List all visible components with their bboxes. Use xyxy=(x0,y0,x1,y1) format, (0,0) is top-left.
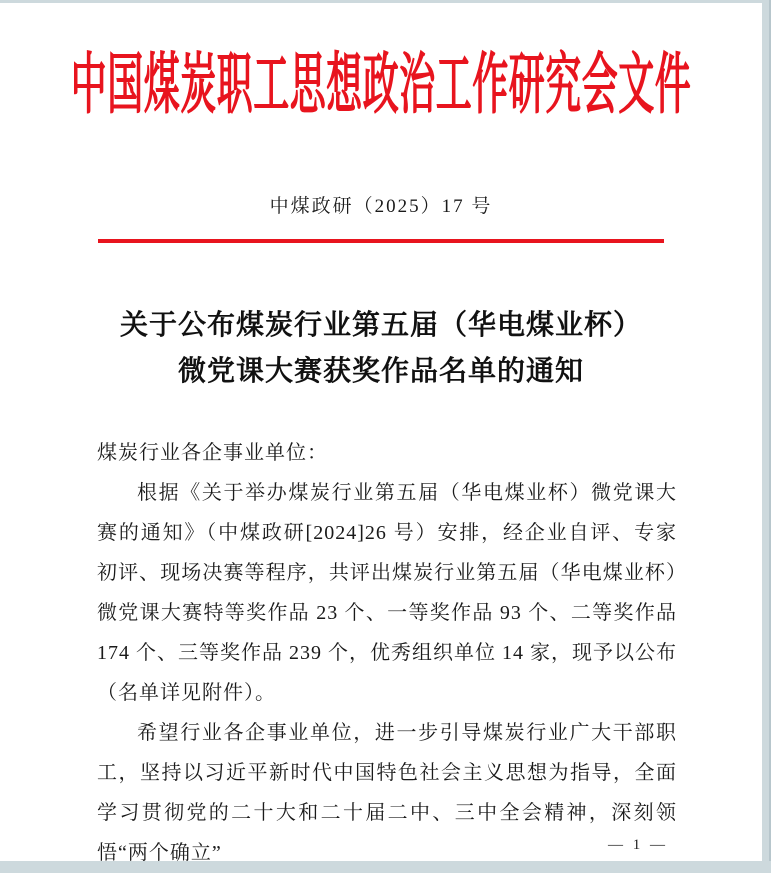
document-page xyxy=(0,3,762,864)
red-header-title: 中国煤炭职工思想政治工作研究会文件 xyxy=(70,48,692,122)
document-body xyxy=(97,433,677,873)
document-title-line1: 关于公布煤炭行业第五届（华电煤业杯） xyxy=(119,310,642,341)
page-number: — 1 — xyxy=(608,837,668,853)
salutation: 煤炭行业各企事业单位： xyxy=(97,442,328,464)
document-title xyxy=(0,303,762,395)
paragraph-1: 根据《关于举办煤炭行业第五届（华电煤业杯）微党课大赛的通知》（中煤政研[2024]26 号）安排，经企业自评、专家初评、现场决赛等程序，共评出煤炭行业第五届（华电煤业杯）微党课大赛特等奖作品 23 个、一等奖作品 93 个、二等奖作品 174 个、三等奖作品 239 个，优秀组织单位 14 家，现予以公布（名单详见附件）。 xyxy=(97,482,677,704)
document-number: 中煤政研（2025）17 号 xyxy=(269,196,493,217)
red-divider-line xyxy=(98,239,664,243)
document-title-line2: 微党课大赛获奖作品名单的通知 xyxy=(177,356,584,387)
paragraph-2: 希望行业各企事业单位，进一步引导煤炭行业广大干部职工，坚持以习近平新时代中国特色社会主义思想为指导，全面学习贯彻党的二十大和二十届二中、三中全会精神，深刻领悟“两个确立” xyxy=(97,722,677,864)
